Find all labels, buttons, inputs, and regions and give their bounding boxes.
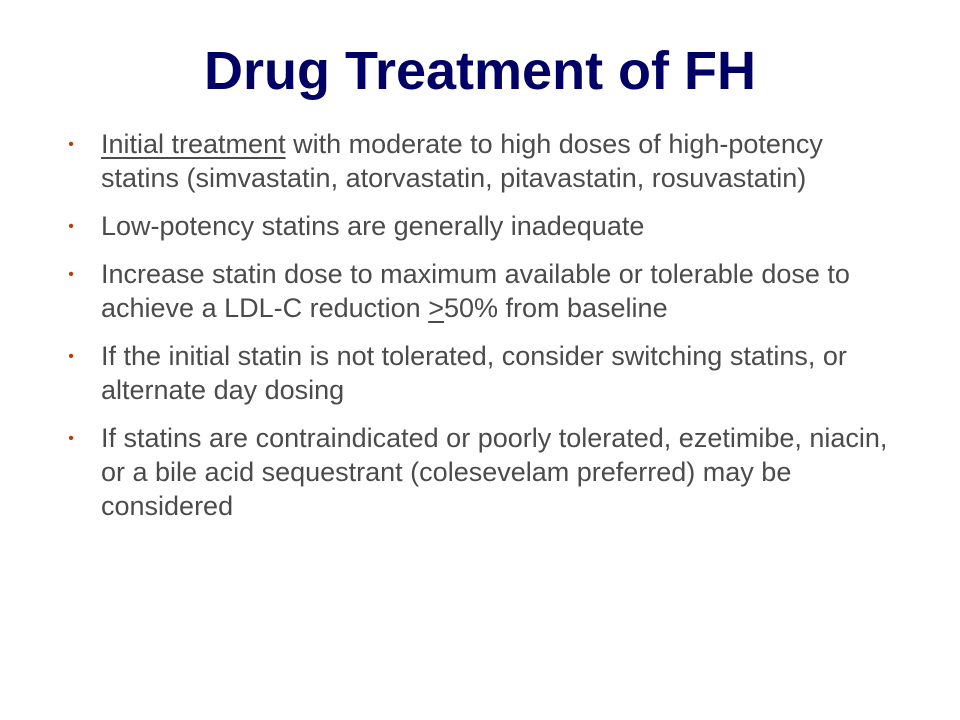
bullet-icon: • [68,348,74,365]
bullet-icon: • [68,218,74,235]
bullet-icon: • [68,266,74,283]
bullet-item-low-potency [0,209,960,243]
bullet-icon: • [68,430,74,447]
bullet-text-before: Increase statin dose to maximum available or tolerable dose to achieve a LDL-C reduction [101,259,850,323]
bullet-item-contraindicated [0,421,960,523]
slide-title: Drug Treatment of FH [203,41,757,101]
bullet-text: If the initial statin is not tolerated, consider switching statins, or alternate day dosing [101,341,847,405]
bullet-text-after: 50% from baseline [443,293,668,323]
bullet-text: with moderate to high doses of high-potency statins (simvastatin, atorvastatin, pitavastatin, rosuvastatin) [101,129,823,193]
bullet-item-initial-treatment [0,127,960,195]
bullet-text: Low-potency statins are generally inadequate [101,211,645,241]
bullet-item-increase-dose [0,257,960,325]
bullet-underlined-lead: Initial treatment [101,129,286,159]
greater-than-or-equal-symbol: > [428,293,444,323]
bullet-text: If statins are contraindicated or poorly tolerated, ezetimibe, niacin, or a bile acid sequestrant (colesevelam preferred) may be considered [101,423,888,521]
bullet-list [0,127,960,537]
bullet-item-not-tolerated [0,339,960,407]
bullet-icon: • [68,136,74,153]
